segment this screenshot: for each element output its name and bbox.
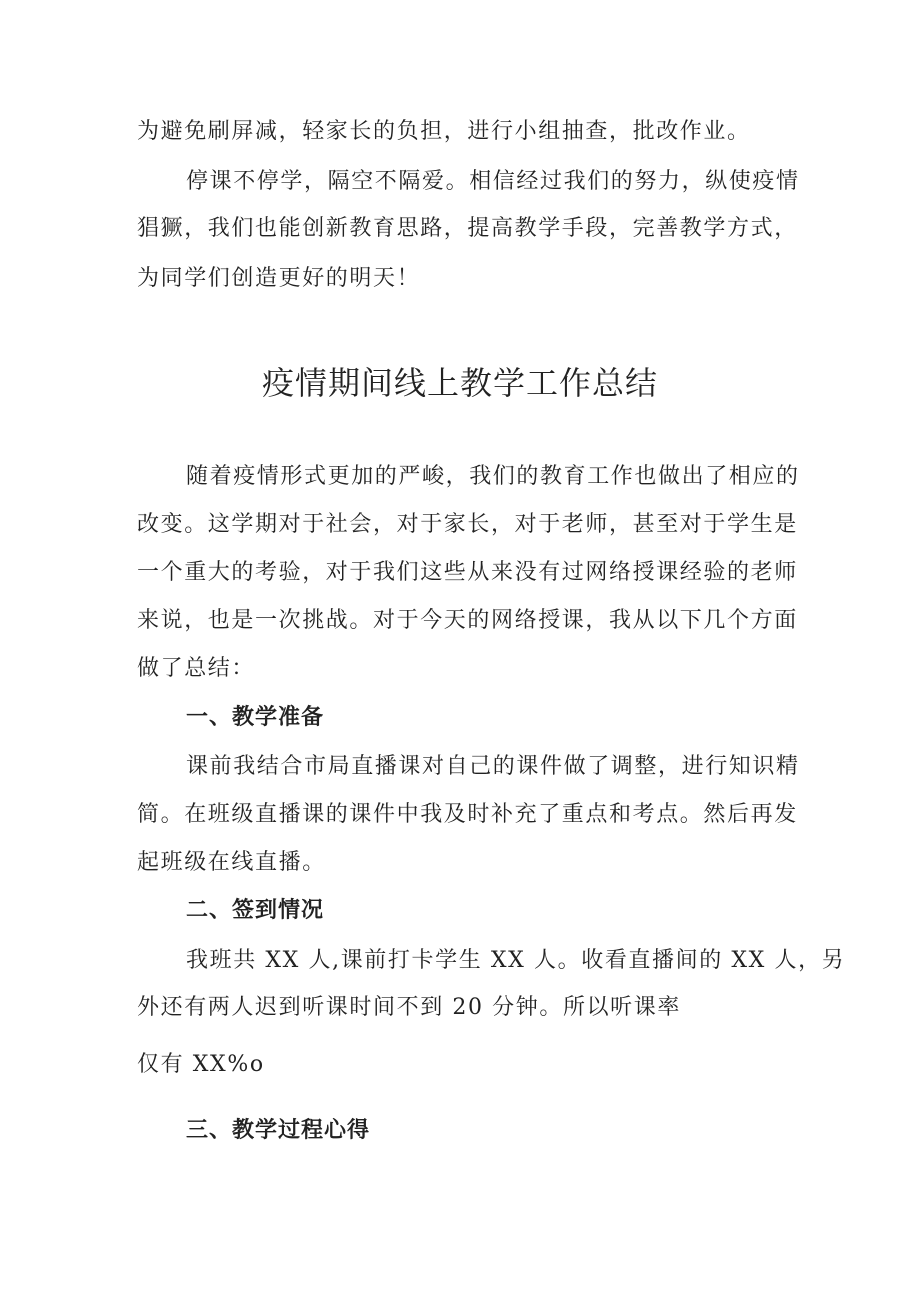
paragraph-line: 起班级在线直播。	[137, 850, 326, 875]
paragraph-line: 做了总结：	[137, 656, 256, 681]
paragraph-line: 停课不停学，隔空不隔爱。相信经过我们的努力，纵使疫情	[186, 169, 800, 194]
document-title: 疫情期间线上教学工作总结	[261, 364, 658, 402]
paragraph-line: 简。在班级直播课的课件中我及时补充了重点和考点。然后再发	[137, 802, 798, 827]
paragraph-line: 一个重大的考验，对于我们这些从来没有过网络授课经验的老师	[137, 560, 798, 585]
section-heading: 二、签到情况	[186, 898, 325, 923]
section-heading: 三、教学过程心得	[186, 1118, 371, 1143]
paragraph-line: 猖獗，我们也能创新教育思路，提高教学手段，完善教学方式，	[137, 216, 798, 241]
paragraph-line: 来说，也是一次挑战。对于今天的网络授课，我从以下几个方面	[137, 608, 798, 633]
section-heading: 一、教学准备	[186, 705, 325, 730]
paragraph-line: 外还有两人迟到听课时间不到 20 分钟。所以听课率	[137, 995, 681, 1020]
paragraph-line: 课前我结合市局直播课对自己的课件做了调整，进行知识精	[186, 754, 800, 779]
paragraph-line: 仅有 XX%o	[137, 1052, 265, 1077]
paragraph-line: 为避免刷屏减，轻家长的负担，进行小组抽查，批改作业。	[137, 119, 751, 144]
paragraph-line: 改变。这学期对于社会，对于家长，对于老师，甚至对于学生是	[137, 512, 798, 537]
paragraph-line: 为同学们创造更好的明天！	[137, 266, 421, 291]
paragraph-line: 我班共 XX 人,课前打卡学生 XX 人。收看直播间的 XX 人，另	[186, 948, 846, 973]
paragraph-line: 随着疫情形式更加的严峻，我们的教育工作也做出了相应的	[186, 464, 800, 489]
